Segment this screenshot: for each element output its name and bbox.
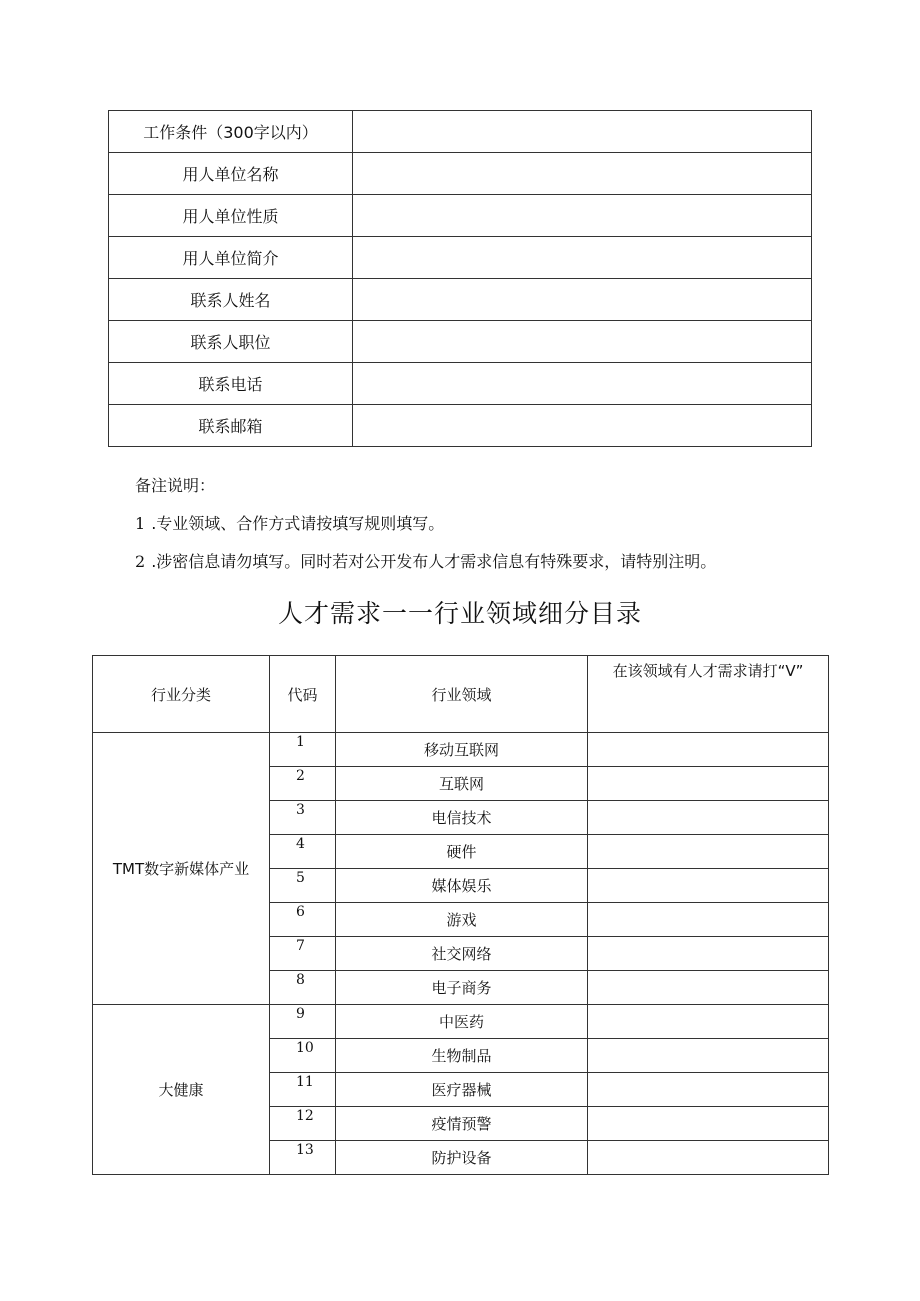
code-value: 13	[296, 1142, 314, 1158]
note-text: .专业领域、合作方式请按填写规则填写。	[151, 514, 445, 533]
code-cell	[270, 1005, 336, 1039]
code-value: 1	[296, 734, 305, 750]
form-row-label: 联系人职位	[109, 321, 353, 363]
form-row-label: 用人单位名称	[109, 153, 353, 195]
form-row-label: 用人单位性质	[109, 195, 353, 237]
mark-cell[interactable]	[588, 1107, 829, 1141]
form-row-value[interactable]	[353, 363, 812, 405]
code-cell	[270, 1107, 336, 1141]
mark-cell[interactable]	[588, 903, 829, 937]
field-cell: 电子商务	[336, 971, 588, 1005]
form-row-label: 工作条件（300字以内）	[109, 111, 353, 153]
mark-cell[interactable]	[588, 801, 829, 835]
form-row-value[interactable]	[353, 405, 812, 447]
mark-cell[interactable]	[588, 1039, 829, 1073]
code-cell	[270, 835, 336, 869]
mark-cell[interactable]	[588, 1005, 829, 1039]
catalog-header-row	[93, 656, 829, 733]
form-row	[109, 279, 812, 321]
mark-cell[interactable]	[588, 869, 829, 903]
code-value: 10	[296, 1040, 314, 1056]
field-cell: 移动互联网	[336, 733, 588, 767]
note-number: 2	[135, 552, 146, 571]
code-value: 4	[296, 836, 305, 852]
field-cell: 电信技术	[336, 801, 588, 835]
header-field: 行业领域	[336, 656, 588, 733]
code-cell	[270, 1073, 336, 1107]
form-row-label: 联系人姓名	[109, 279, 353, 321]
code-cell	[270, 903, 336, 937]
field-cell: 互联网	[336, 767, 588, 801]
field-cell: 媒体娱乐	[336, 869, 588, 903]
form-row-value[interactable]	[353, 153, 812, 195]
form-row-value[interactable]	[353, 321, 812, 363]
code-value: 8	[296, 972, 305, 988]
field-cell: 中医药	[336, 1005, 588, 1039]
code-value: 6	[296, 904, 305, 920]
form-row	[109, 363, 812, 405]
header-category: 行业分类	[93, 656, 270, 733]
field-cell: 硬件	[336, 835, 588, 869]
field-cell: 生物制品	[336, 1039, 588, 1073]
field-cell: 医疗器械	[336, 1073, 588, 1107]
notes-section	[135, 476, 716, 588]
code-cell	[270, 1141, 336, 1175]
form-row-value[interactable]	[353, 195, 812, 237]
form-row-value[interactable]	[353, 111, 812, 153]
mark-cell[interactable]	[588, 733, 829, 767]
form-row	[109, 153, 812, 195]
mark-cell[interactable]	[588, 767, 829, 801]
form-row	[109, 111, 812, 153]
form-row-value[interactable]	[353, 279, 812, 321]
form-row-value[interactable]	[353, 237, 812, 279]
field-cell: 社交网络	[336, 937, 588, 971]
mark-cell[interactable]	[588, 835, 829, 869]
note-number: 1	[135, 514, 146, 533]
field-cell: 防护设备	[336, 1141, 588, 1175]
code-cell	[270, 937, 336, 971]
code-value: 12	[296, 1108, 314, 1124]
mark-cell[interactable]	[588, 937, 829, 971]
employer-info-table	[108, 110, 812, 447]
mark-cell[interactable]	[588, 971, 829, 1005]
note-item	[135, 514, 716, 552]
code-value: 3	[296, 802, 305, 818]
code-cell	[270, 869, 336, 903]
header-code: 代码	[270, 656, 336, 733]
field-cell: 游戏	[336, 903, 588, 937]
form-row	[109, 405, 812, 447]
mark-cell[interactable]	[588, 1073, 829, 1107]
code-cell	[270, 801, 336, 835]
code-value: 11	[296, 1074, 314, 1090]
note-text: .涉密信息请勿填写。同时若对公开发布人才需求信息有特殊要求，请特别注明。	[151, 552, 717, 571]
note-item	[135, 552, 716, 588]
code-value: 5	[296, 870, 305, 886]
form-row	[109, 237, 812, 279]
form-row-label: 联系邮箱	[109, 405, 353, 447]
code-cell	[270, 767, 336, 801]
industry-catalog-table	[92, 655, 829, 1175]
notes-heading: 备注说明：	[135, 476, 216, 495]
table-row	[93, 1005, 829, 1039]
code-value: 7	[296, 938, 305, 954]
mark-cell[interactable]	[588, 1141, 829, 1175]
code-cell	[270, 971, 336, 1005]
category-cell: 大健康	[93, 1005, 270, 1175]
catalog-title: 人才需求一一行业领域细分目录	[277, 599, 642, 628]
form-row-label: 用人单位简介	[109, 237, 353, 279]
form-row	[109, 321, 812, 363]
category-cell: TMT数字新媒体产业	[93, 733, 270, 1005]
header-mark: 在该领域有人才需求请打“V”	[588, 656, 829, 733]
field-cell: 疫情预警	[336, 1107, 588, 1141]
form-row-label: 联系电话	[109, 363, 353, 405]
code-cell	[270, 733, 336, 767]
form-row	[109, 195, 812, 237]
code-value: 2	[296, 768, 305, 784]
table-row	[93, 733, 829, 767]
code-value: 9	[296, 1006, 305, 1022]
code-cell	[270, 1039, 336, 1073]
